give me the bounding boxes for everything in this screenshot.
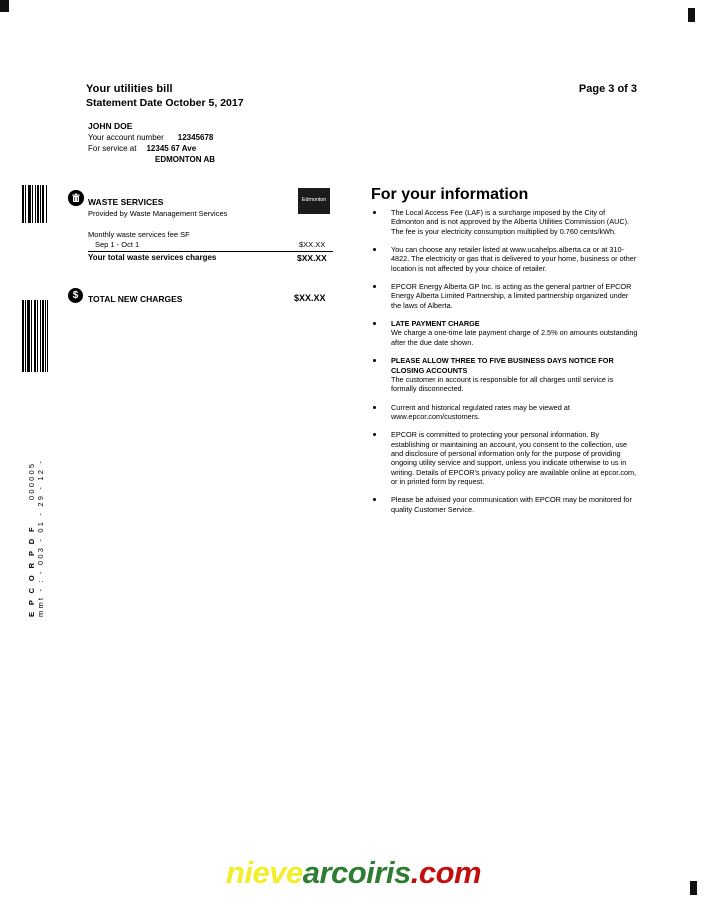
- information-title: For your information: [371, 186, 529, 203]
- sidebar-code-sequence: mmt - : - 003 - 01 - 29 - 12 -: [36, 458, 45, 617]
- information-item: [371, 356, 639, 394]
- information-item-heading: PLEASE ALLOW THREE TO FIVE BUSINESS DAYS NOTICE FOR CLOSING ACCOUNTS: [391, 356, 614, 375]
- waste-fee-label: Monthly waste services fee SF: [88, 230, 190, 239]
- waste-total-amount: $XX.XX: [297, 253, 327, 263]
- information-item: [371, 495, 639, 514]
- information-item: [371, 403, 639, 422]
- information-item-body: EPCOR is committed to protecting your personal information. By establishing or maintaining an account, you consent to the collection, use and disclosure of personal information only for the purpose of providing ongoing utility service and support, unless you indicate otherwise to us in writing. Details of EPCOR's privacy policy are available online at epcor.com, or in printed form by request.: [391, 430, 637, 487]
- bullet-icon: [373, 211, 376, 214]
- information-item-body: The Local Access Fee (LAF) is a surcharge imposed by the City of Edmonton and is not approved by the Alberta Utilities Commission (AUC). The fee is your electricity consumption multiplied by 0.760 cents/kWh.: [391, 208, 630, 236]
- city-of-edmonton-logo: Edmonton: [298, 188, 330, 214]
- bullet-icon: [373, 498, 376, 501]
- watermark-part-2: arcoiris: [302, 855, 411, 890]
- service-address-label: For service at: [88, 144, 137, 153]
- total-new-charges-amount: $XX.XX: [294, 293, 326, 303]
- waste-total-divider: [88, 251, 333, 252]
- information-item-body: You can choose any retailer listed at www.ucahelps.alberta.ca or at 310-4822. The electricity or gas that is delivered to your home, business or other location is not affected by your choice of retailer.: [391, 244, 637, 273]
- information-item-body: EPCOR Energy Alberta GP Inc. is acting as the general partner of EPCOR Energy Alberta Limited Partnership, a limited partnership organized under the laws of Alberta.: [391, 281, 632, 310]
- bullet-icon: [373, 433, 376, 436]
- information-item-body: Please be advised your communication with EPCOR may be monitored for quality Customer Service.: [391, 495, 632, 514]
- trash-icon: [68, 190, 84, 206]
- customer-name: JOHN DOE: [88, 121, 133, 131]
- information-list: [371, 208, 639, 523]
- sidebar-code-number: 000005: [27, 461, 36, 500]
- account-number-value: 12345678: [177, 133, 214, 142]
- page-title: Your utilities bill: [86, 83, 173, 95]
- waste-services-heading: WASTE SERVICES: [88, 197, 164, 207]
- waste-total-label: Your total waste services charges: [88, 253, 217, 262]
- watermark-part-1: nieve: [225, 855, 303, 890]
- information-item: [371, 282, 639, 310]
- barcode-bottom: [22, 300, 47, 372]
- waste-fee-period: Sep 1 - Oct 1: [95, 240, 140, 249]
- waste-fee-amount: $XX.XX: [299, 240, 326, 249]
- information-item: [371, 430, 639, 486]
- service-address-row: [88, 144, 196, 153]
- statement-date: Statement Date October 5, 2017: [86, 97, 244, 109]
- sidebar-code-label: E P C O R P D F: [27, 525, 36, 617]
- dollar-icon: $: [68, 288, 83, 303]
- bullet-icon: [373, 359, 376, 362]
- information-item: [371, 319, 639, 347]
- information-item: [371, 208, 639, 236]
- information-item: [371, 245, 639, 273]
- waste-services-provider: Provided by Waste Management Services: [88, 209, 228, 218]
- account-number-label: Your account number: [88, 133, 164, 142]
- information-item-heading: LATE PAYMENT CHARGE: [391, 318, 480, 328]
- page-number: Page 3 of 3: [578, 83, 637, 95]
- barcode-top: [22, 185, 47, 223]
- watermark-part-3: .com: [410, 855, 482, 890]
- information-item-body: We charge a one-time late payment charge of 2.5% on amounts outstanding after the due date shown.: [391, 328, 638, 347]
- registration-mark-top-right: [688, 8, 695, 22]
- service-city: EDMONTON AB: [155, 155, 215, 164]
- bullet-icon: [373, 285, 376, 288]
- information-item-body: The customer in account is responsible for all charges until service is formally disconnected.: [391, 375, 614, 394]
- watermark: [0, 855, 707, 891]
- bullet-icon: [373, 406, 376, 409]
- service-address-value: 12345 67 Ave: [146, 144, 197, 153]
- information-item-body: Current and historical regulated rates may be viewed at www.epcor.com/customers.: [391, 402, 570, 422]
- account-row: [88, 133, 213, 142]
- total-new-charges-label: TOTAL NEW CHARGES: [88, 294, 183, 304]
- bullet-icon: [373, 248, 376, 251]
- bullet-icon: [373, 322, 376, 325]
- registration-mark-top-left: [0, 0, 9, 12]
